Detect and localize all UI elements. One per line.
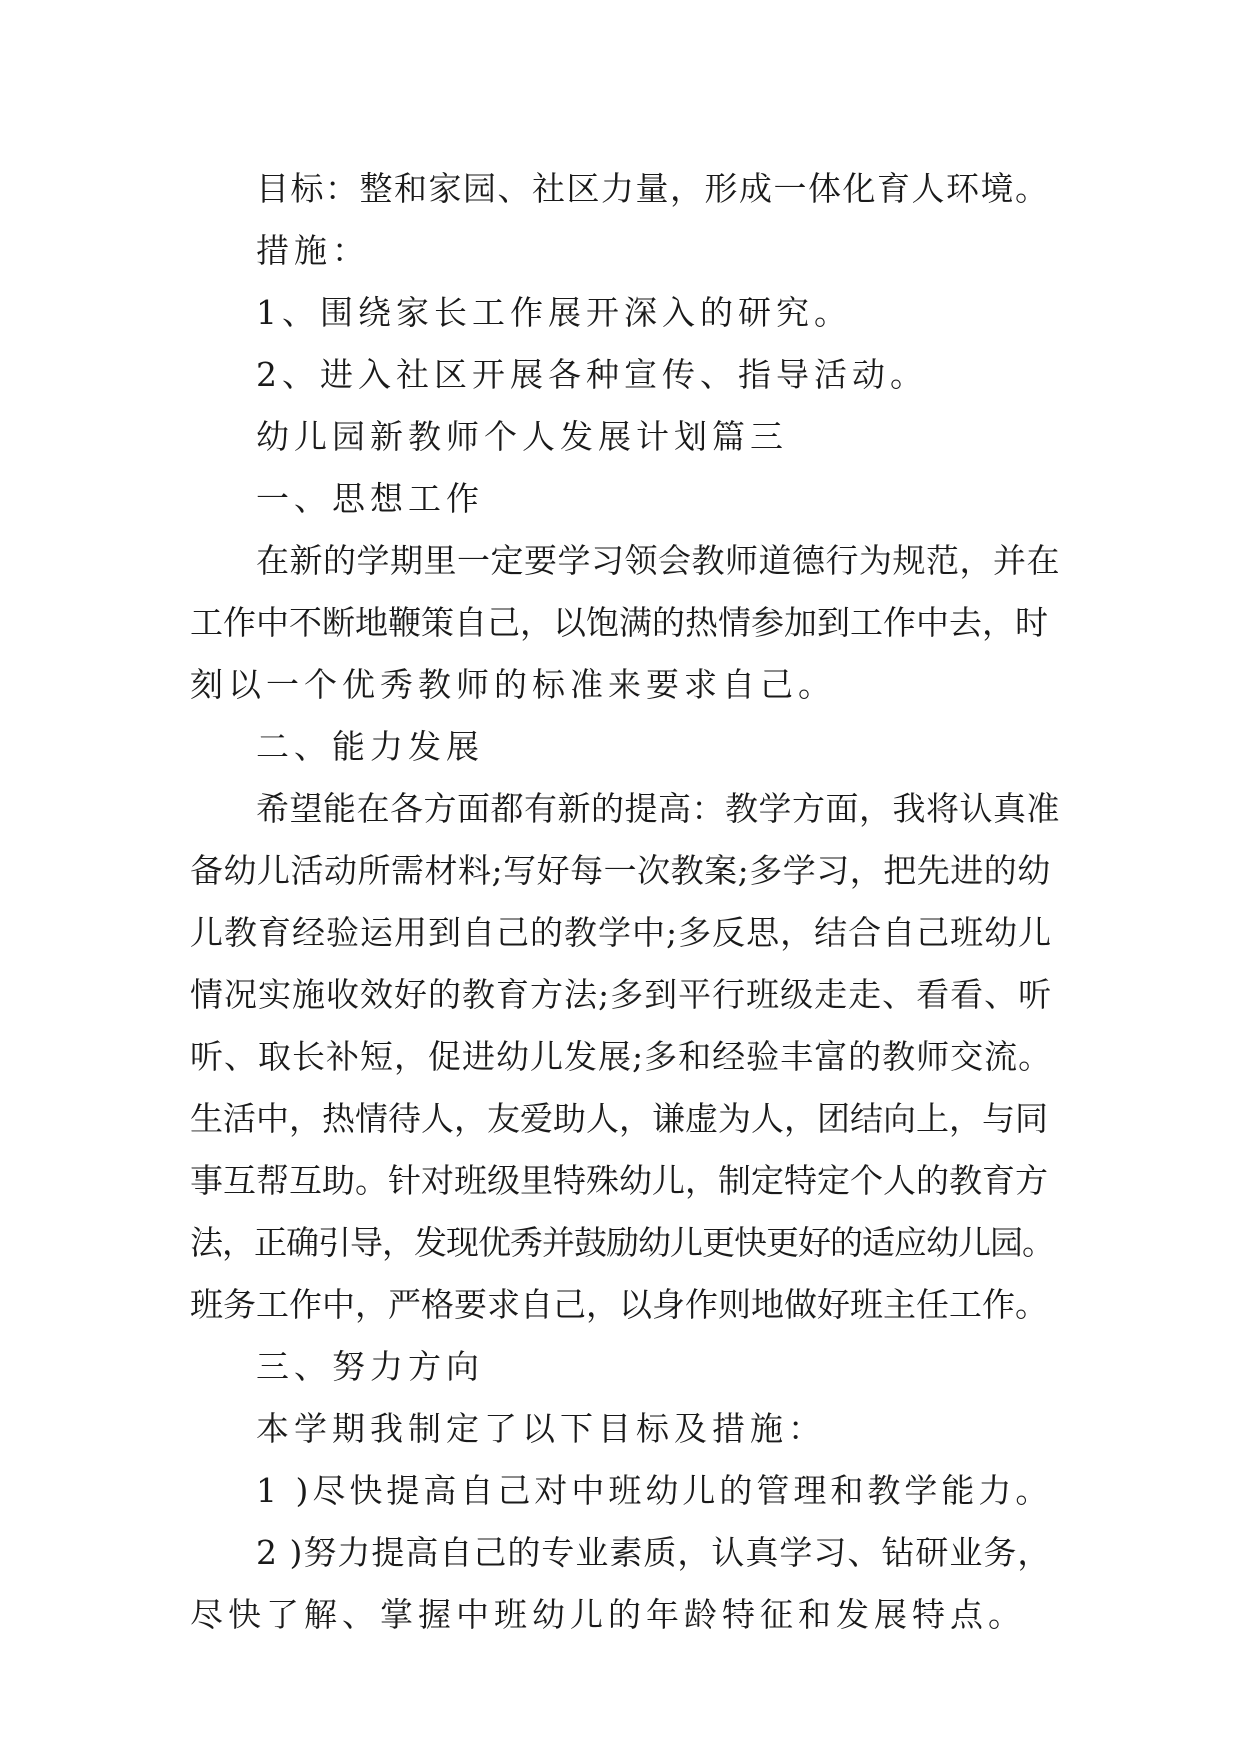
section-heading: 二、能力发展	[256, 727, 484, 766]
text-line: 班务工作中，严格要求自己，以身作则地做好班主任工作。	[190, 1285, 1048, 1324]
section-heading: 三、努力方向	[256, 1347, 484, 1386]
text-line: 本学期我制定了以下目标及措施：	[256, 1409, 826, 1448]
text-line: 生活中，热情待人，友爱助人，谦虚为人，团结向上，与同	[190, 1099, 1048, 1138]
text-line: 事互帮互助。针对班级里特殊幼儿，制定特定个人的教育方	[190, 1161, 1048, 1200]
text-line: 备幼儿活动所需材料;写好每一次教案;多学习，把先进的幼	[190, 851, 1051, 890]
list-item: 1 )尽快提高自己对中班幼儿的管理和教学能力。	[256, 1471, 1053, 1510]
text-line: 目标：整和家园、社区力量，形成一体化育人环境。	[256, 169, 1050, 208]
text-line: 情况实施收效好的教育方法;多到平行班级走走、看看、听	[190, 975, 1053, 1014]
text-line: 希望能在各方面都有新的提高：教学方面，我将认真准	[256, 789, 1060, 828]
text-line: 措施：	[256, 231, 370, 270]
text-line: 儿教育经验运用到自己的教学中;多反思，结合自己班幼儿	[190, 913, 1053, 952]
text-line: 刻以一个优秀教师的标准来要求自己。	[190, 665, 836, 704]
section-heading: 一、思想工作	[256, 479, 484, 518]
text-line: 尽快了解、掌握中班幼儿的年龄特征和发展特点。	[190, 1595, 1026, 1634]
text-line: 1、围绕家长工作展开深入的研究。	[256, 293, 852, 332]
document-body	[190, 158, 1060, 1646]
list-item: 2 )努力提高自己的专业素质，认真学习、钻研业务，	[256, 1533, 1052, 1572]
section-title: 幼儿园新教师个人发展计划篇三	[256, 417, 788, 456]
text-line: 法，正确引导，发现优秀并鼓励幼儿更快更好的适应幼儿园。	[190, 1223, 1054, 1262]
text-line: 在新的学期里一定要学习领会教师道德行为规范，并在	[256, 541, 1060, 580]
text-line: 听、取长补短，促进幼儿发展;多和经验丰富的教师交流。	[190, 1037, 1053, 1076]
text-line: 工作中不断地鞭策自己，以饱满的热情参加到工作中去，时	[190, 603, 1048, 642]
text-line: 2、进入社区开展各种宣传、指导活动。	[256, 355, 928, 394]
